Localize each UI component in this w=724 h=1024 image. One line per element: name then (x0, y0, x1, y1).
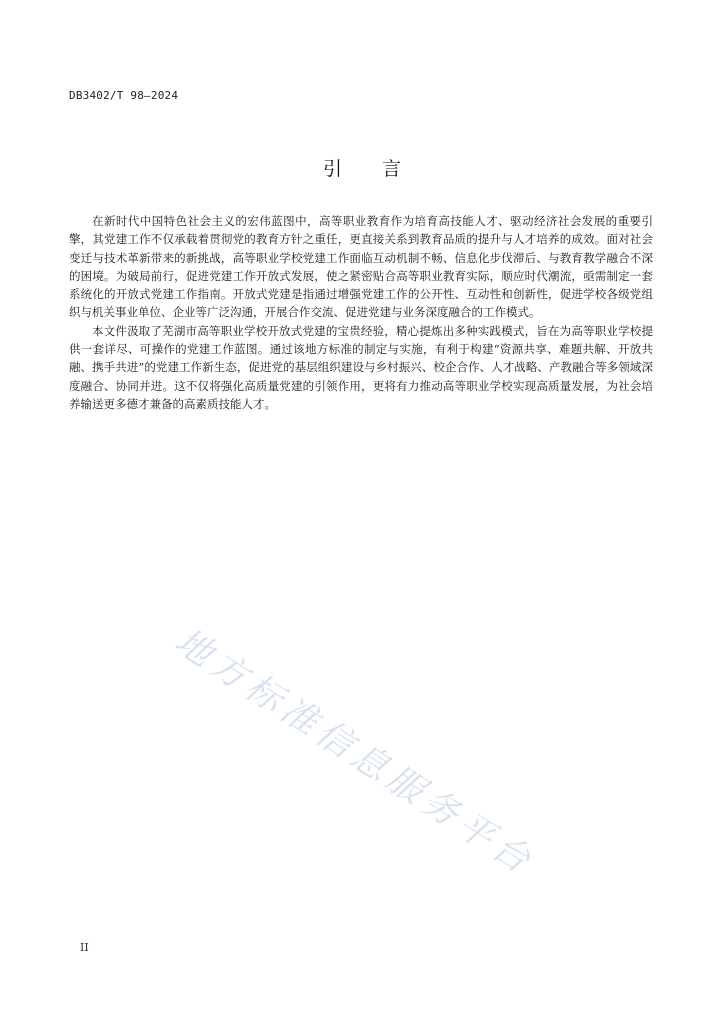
watermark: 地方标准信息服务平台 (167, 620, 542, 884)
document-code: DB3402/T 98—2024 (69, 89, 179, 102)
body-text (69, 212, 653, 413)
title-char-2: 言 (382, 158, 402, 180)
page-title (0, 154, 724, 181)
paragraph-2: 本文件汲取了芜湖市高等职业学校开放式党建的宝贵经验，精心提炼出多种实践模式，旨在为高等职业学校提供一套详尽、可操作的党建工作蓝图。通过该地方标准的制定与实施，有利于构建“资源共享、难题共解、开放共融、携手共进”的党建工作新生态，促进党的基层组织建设与乡村振兴、校企合作、人才战略、产教融合等多领域深度融合、协同并进。这不仅将强化高质量党建的引领作用，更将有力推动高等职业学校实现高质量发展，为社会培养输送更多德才兼备的高素质技能人才。 (69, 323, 653, 411)
page-number: II (80, 941, 89, 954)
title-char-1: 引 (322, 158, 342, 180)
paragraph-1: 在新时代中国特色社会主义的宏伟蓝图中，高等职业教育作为培育高技能人才、驱动经济社会发展的重要引擎，其党建工作不仅承载着贯彻党的教育方针之重任，更直接关系到教育品质的提升与人才培养的成效。面对社会变迁与技术革新带来的新挑战，高等职业学校党建工作面临互动机制不畅、信息化步伐滞后、与教育教学融合不深的困境。为破局前行，促进党建工作开放式发展，使之紧密贴合高等职业教育实际，顺应时代潮流，亟需制定一套系统化的开放式党建工作指南。开放式党建是指通过增强党建工作的公开性、互动性和创新性，促进学校各级党组织与机关事业单位、企业等广泛沟通，开展合作交流、促进党建与业务深度融合的工作模式。 (69, 214, 653, 320)
